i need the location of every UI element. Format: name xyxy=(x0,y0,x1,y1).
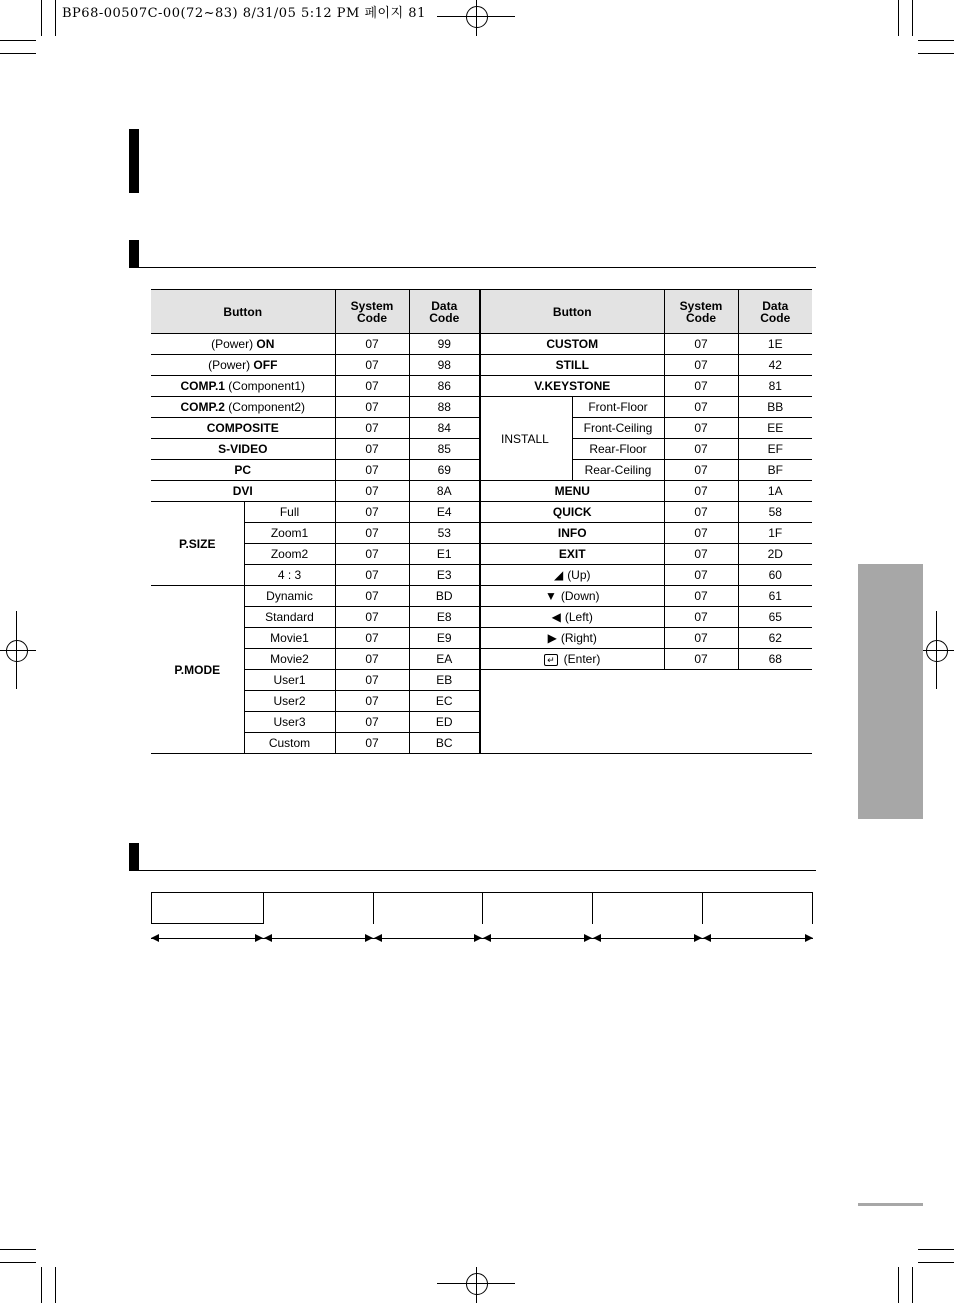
option-name-cell: User1 xyxy=(244,670,335,691)
system-code-cell: 07 xyxy=(335,586,409,607)
system-code-cell: 07 xyxy=(335,544,409,565)
arrow-right-icon xyxy=(584,934,592,942)
table-row xyxy=(151,607,812,628)
table-row xyxy=(151,523,812,544)
data-code-cell: 1A xyxy=(738,481,812,502)
header-data-code: Data Code xyxy=(738,290,812,334)
arrow-right-icon xyxy=(805,934,813,942)
system-code-cell: 07 xyxy=(335,481,409,502)
button-name-cell: EXIT xyxy=(480,544,664,565)
table-row xyxy=(151,376,812,397)
system-code-cell: 07 xyxy=(664,481,738,502)
option-name-cell: Standard xyxy=(244,607,335,628)
option-name-cell: User2 xyxy=(244,691,335,712)
table-row xyxy=(151,544,812,565)
header-data-code: Data Code xyxy=(409,290,480,334)
data-code-cell: BF xyxy=(738,460,812,481)
frame-segment xyxy=(702,892,813,924)
option-name-cell: Movie2 xyxy=(244,649,335,670)
data-code-cell: 1F xyxy=(738,523,812,544)
psize-group-label: P.SIZE xyxy=(151,502,244,586)
table-row xyxy=(151,670,812,691)
data-code-cell: 58 xyxy=(738,502,812,523)
arrow-left-icon xyxy=(264,934,272,942)
option-name-cell: Rear-Ceiling xyxy=(572,460,664,481)
data-code-cell: 61 xyxy=(738,586,812,607)
system-code-cell: 07 xyxy=(335,439,409,460)
empty-area xyxy=(480,670,812,754)
data-code-cell: E1 xyxy=(409,544,480,565)
table-row xyxy=(151,565,812,586)
dimension-line xyxy=(151,938,813,939)
button-name-cell: PC xyxy=(151,460,335,481)
system-code-cell: 07 xyxy=(664,523,738,544)
system-code-cell: 07 xyxy=(664,628,738,649)
frame-segment xyxy=(592,892,703,924)
right-triangle-icon: ▶ xyxy=(547,631,557,645)
table-row xyxy=(151,355,812,376)
system-code-cell: 07 xyxy=(664,334,738,355)
system-code-cell: 07 xyxy=(664,397,738,418)
pmode-group-label: P.MODE xyxy=(151,586,244,754)
table-row xyxy=(151,649,812,670)
header-system-code: System Code xyxy=(335,290,409,334)
button-name-cell: COMPOSITE xyxy=(151,418,335,439)
data-code-cell: 53 xyxy=(409,523,480,544)
table-row xyxy=(151,628,812,649)
button-name-cell: (Power) ON xyxy=(151,334,335,355)
system-code-cell: 07 xyxy=(664,649,738,670)
option-name-cell: Full xyxy=(244,502,335,523)
system-code-cell: 07 xyxy=(335,691,409,712)
arrow-left-icon xyxy=(151,934,159,942)
table-header-row xyxy=(151,290,812,334)
button-name-cell: (Power) OFF xyxy=(151,355,335,376)
arrow-left-icon xyxy=(483,934,491,942)
up-triangle-icon: ◢ xyxy=(553,568,564,582)
data-code-cell: 88 xyxy=(409,397,480,418)
system-code-cell: 07 xyxy=(335,502,409,523)
system-code-cell: 07 xyxy=(335,376,409,397)
data-code-cell: BC xyxy=(409,733,480,754)
remote-code-table xyxy=(151,289,812,754)
data-code-cell: E3 xyxy=(409,565,480,586)
data-code-cell: EE xyxy=(738,418,812,439)
system-code-cell: 07 xyxy=(335,460,409,481)
table-row xyxy=(151,481,812,502)
arrow-left-icon xyxy=(374,934,382,942)
system-code-cell: 07 xyxy=(335,628,409,649)
system-code-cell: 07 xyxy=(335,733,409,754)
system-code-cell: 07 xyxy=(335,649,409,670)
system-code-cell: 07 xyxy=(335,670,409,691)
frame-segment xyxy=(482,892,593,924)
data-code-cell: 86 xyxy=(409,376,480,397)
data-code-cell: 81 xyxy=(738,376,812,397)
section-rule xyxy=(139,870,816,871)
button-name-cell: CUSTOM xyxy=(480,334,664,355)
data-code-cell: 8A xyxy=(409,481,480,502)
header-button: Button xyxy=(151,290,335,334)
button-name-cell: COMP.2 (Component2) xyxy=(151,397,335,418)
page-number-rule xyxy=(858,1203,923,1206)
system-code-cell: 07 xyxy=(335,565,409,586)
data-code-cell: 65 xyxy=(738,607,812,628)
option-name-cell: User3 xyxy=(244,712,335,733)
system-code-cell: 07 xyxy=(335,607,409,628)
system-code-cell: 07 xyxy=(664,502,738,523)
button-name-cell: STILL xyxy=(480,355,664,376)
header-button: Button xyxy=(480,290,664,334)
system-code-cell: 07 xyxy=(664,439,738,460)
button-name-cell: DVI xyxy=(151,481,335,502)
print-header: BP68-00507C-00(72~83) 8/31/05 5:12 PM 페이지 81 xyxy=(62,6,426,21)
install-group-label: INSTALL xyxy=(480,397,572,481)
system-code-cell: 07 xyxy=(664,355,738,376)
system-code-cell: 07 xyxy=(335,355,409,376)
arrow-left-icon xyxy=(703,934,711,942)
data-code-cell: 1E xyxy=(738,334,812,355)
button-name-cell: S-VIDEO xyxy=(151,439,335,460)
option-name-cell: Custom xyxy=(244,733,335,754)
data-code-cell: 2D xyxy=(738,544,812,565)
data-code-cell: 85 xyxy=(409,439,480,460)
option-name-cell: Front-Floor xyxy=(572,397,664,418)
down-triangle-icon: ▼ xyxy=(544,589,557,603)
system-code-cell: 07 xyxy=(335,523,409,544)
option-name-cell: Zoom2 xyxy=(244,544,335,565)
data-code-cell: 99 xyxy=(409,334,480,355)
data-code-cell: EB xyxy=(409,670,480,691)
option-name-cell: Dynamic xyxy=(244,586,335,607)
data-code-cell: 84 xyxy=(409,418,480,439)
system-code-cell: 07 xyxy=(664,418,738,439)
arrow-right-icon xyxy=(255,934,263,942)
arrow-left-icon xyxy=(593,934,601,942)
table-row xyxy=(151,502,812,523)
data-code-cell: 60 xyxy=(738,565,812,586)
data-code-cell: EF xyxy=(738,439,812,460)
option-name-cell: Movie1 xyxy=(244,628,335,649)
data-code-cell: E9 xyxy=(409,628,480,649)
data-code-cell: EA xyxy=(409,649,480,670)
system-code-cell: 07 xyxy=(664,586,738,607)
button-name-cell: MENU xyxy=(480,481,664,502)
section-marker-bar xyxy=(129,843,139,871)
button-name-cell: ◢ (Up) xyxy=(480,565,664,586)
arrow-right-icon xyxy=(694,934,702,942)
side-tab xyxy=(858,564,923,819)
arrow-right-icon xyxy=(474,934,482,942)
table-row xyxy=(151,397,812,418)
left-triangle-icon: ◀ xyxy=(551,610,561,624)
data-code-cell: 98 xyxy=(409,355,480,376)
option-name-cell: Zoom1 xyxy=(244,523,335,544)
system-code-cell: 07 xyxy=(664,544,738,565)
data-code-cell: EC xyxy=(409,691,480,712)
data-code-cell: 42 xyxy=(738,355,812,376)
option-name-cell: Rear-Floor xyxy=(572,439,664,460)
system-code-cell: 07 xyxy=(335,418,409,439)
data-code-cell: BD xyxy=(409,586,480,607)
button-name-cell: INFO xyxy=(480,523,664,544)
system-code-cell: 07 xyxy=(664,607,738,628)
data-code-cell: 69 xyxy=(409,460,480,481)
data-code-cell: E8 xyxy=(409,607,480,628)
system-code-cell: 07 xyxy=(335,712,409,733)
button-name-cell: QUICK xyxy=(480,502,664,523)
system-code-cell: 07 xyxy=(664,376,738,397)
option-name-cell: 4 : 3 xyxy=(244,565,335,586)
system-code-cell: 07 xyxy=(664,565,738,586)
section-rule xyxy=(139,267,816,268)
option-name-cell: Front-Ceiling xyxy=(572,418,664,439)
frame-segment xyxy=(263,892,374,924)
data-code-cell: ED xyxy=(409,712,480,733)
system-code-cell: 07 xyxy=(664,460,738,481)
button-name-cell: COMP.1 (Component1) xyxy=(151,376,335,397)
button-name-cell: ↵ (Enter) xyxy=(480,649,664,670)
table-row xyxy=(151,334,812,355)
button-name-cell: ▼ (Down) xyxy=(480,586,664,607)
frame-segment xyxy=(373,892,483,924)
chapter-marker-bar xyxy=(129,129,139,193)
data-code-cell: 62 xyxy=(738,628,812,649)
table-row xyxy=(151,586,812,607)
system-code-cell: 07 xyxy=(335,334,409,355)
system-code-cell: 07 xyxy=(335,397,409,418)
button-name-cell: ◀ (Left) xyxy=(480,607,664,628)
frame-segment xyxy=(151,892,264,924)
section-marker-bar xyxy=(129,240,139,268)
button-name-cell: ▶ (Right) xyxy=(480,628,664,649)
header-system-code: System Code xyxy=(664,290,738,334)
button-name-cell: V.KEYSTONE xyxy=(480,376,664,397)
data-code-cell: 68 xyxy=(738,649,812,670)
data-code-cell: BB xyxy=(738,397,812,418)
data-code-cell: E4 xyxy=(409,502,480,523)
enter-icon: ↵ xyxy=(544,654,558,666)
arrow-right-icon xyxy=(365,934,373,942)
